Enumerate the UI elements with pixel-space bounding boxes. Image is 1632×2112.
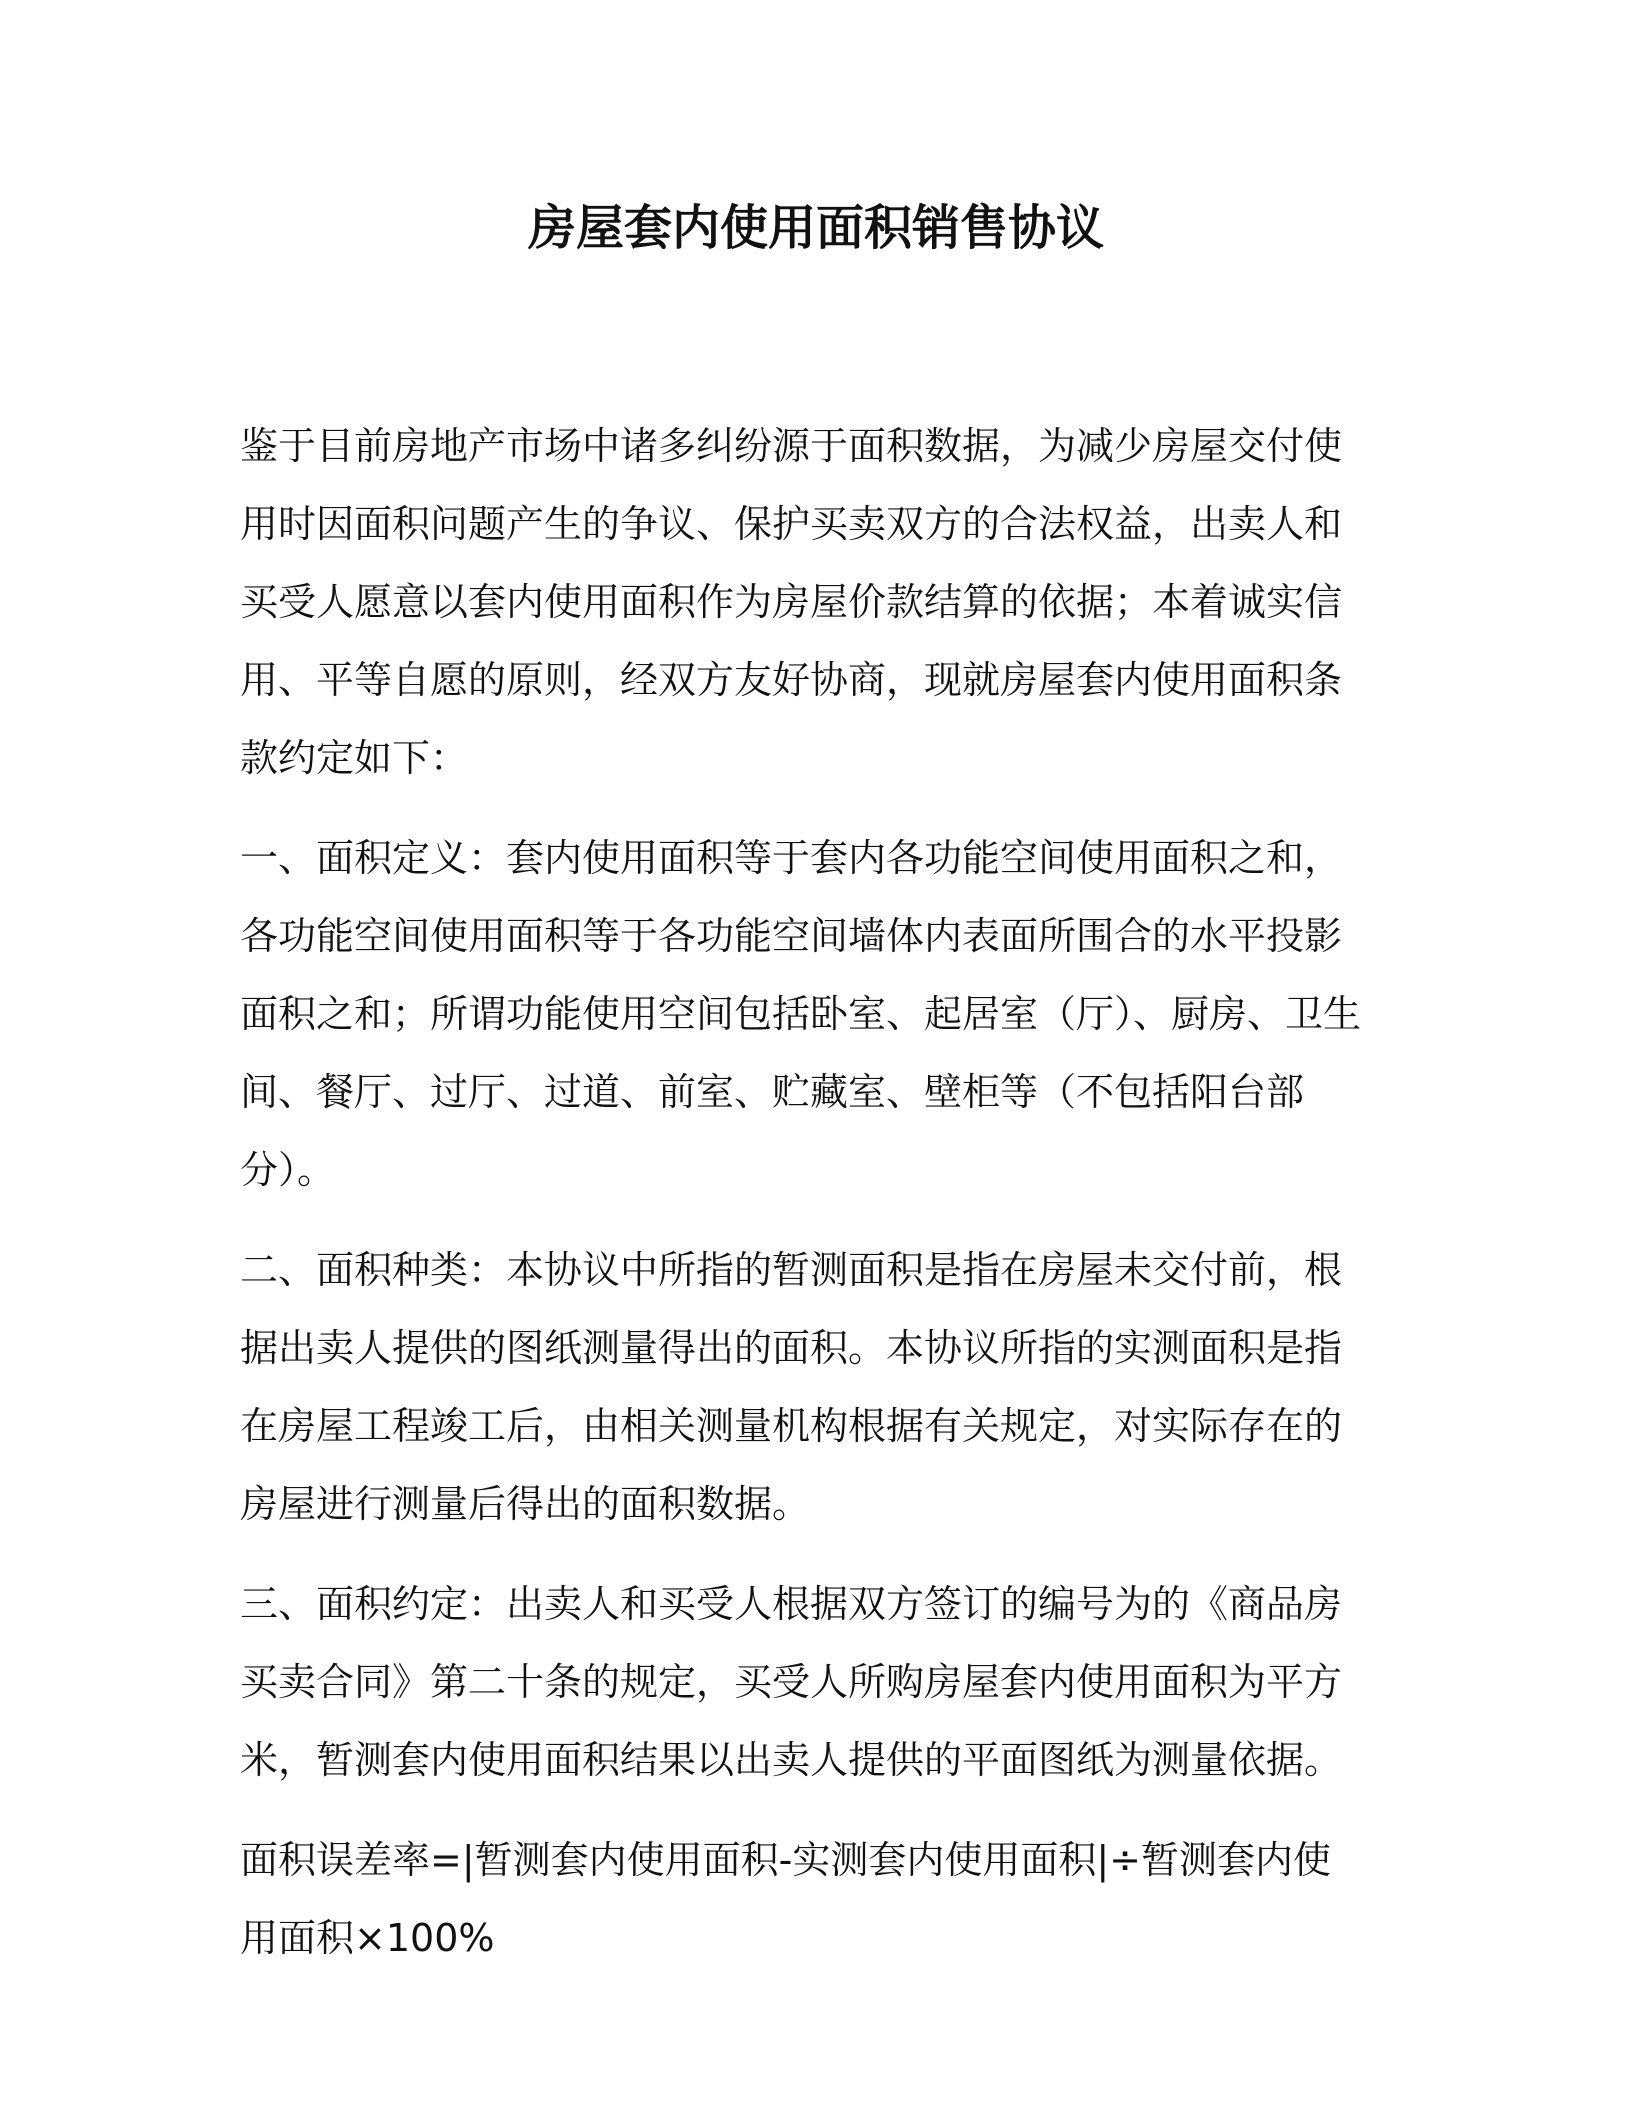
area-definition-paragraph: 一、面积定义：套内使用面积等于套内各功能空间使用面积之和，各功能空间使用面积等于各功能空间墙体内表面所围合的水平投影面积之和；所谓功能使用空间包括卧室、起居室（厅）、厨房、卫生间、餐厅、过厅、过道、前室、贮藏室、壁柜等（不包括阳台部分）。 (240, 836, 1362, 1192)
intro-paragraph: 鉴于目前房地产市场中诸多纠纷源于面积数据，为减少房屋交付使用时因面积问题产生的争议、保护买卖双方的合法权益，出卖人和买受人愿意以套内使用面积作为房屋价款结算的依据；本着诚实信用、平等自愿的原则，经双方友好协商，现就房屋套内使用面积条款约定如下： (240, 424, 1343, 780)
area-types-paragraph: 二、面积种类：本协议中所指的暂测面积是指在房屋未交付前，根据出卖人提供的图纸测量得出的面积。本协议所指的实测面积是指在房屋工程竣工后，由相关测量机构根据有关规定，对实际存在的房屋进行测量后得出的面积数据。 (240, 1248, 1343, 1526)
document-body (240, 407, 1368, 1977)
document-title: 房屋套内使用面积销售协议 (527, 200, 1104, 256)
area-agreement-paragraph: 三、面积约定：出卖人和买受人根据双方签订的编号为的《商品房买卖合同》第二十条的规定，买受人所购房屋套内使用面积为平方米，暂测套内使用面积结果以出卖人提供的平面图纸为测量依据。 (240, 1582, 1343, 1782)
area-error-formula: 面积误差率=|暂测套内使用面积-实测套内使用面积|÷暂测套内使用面积×100% (240, 1838, 1331, 1960)
